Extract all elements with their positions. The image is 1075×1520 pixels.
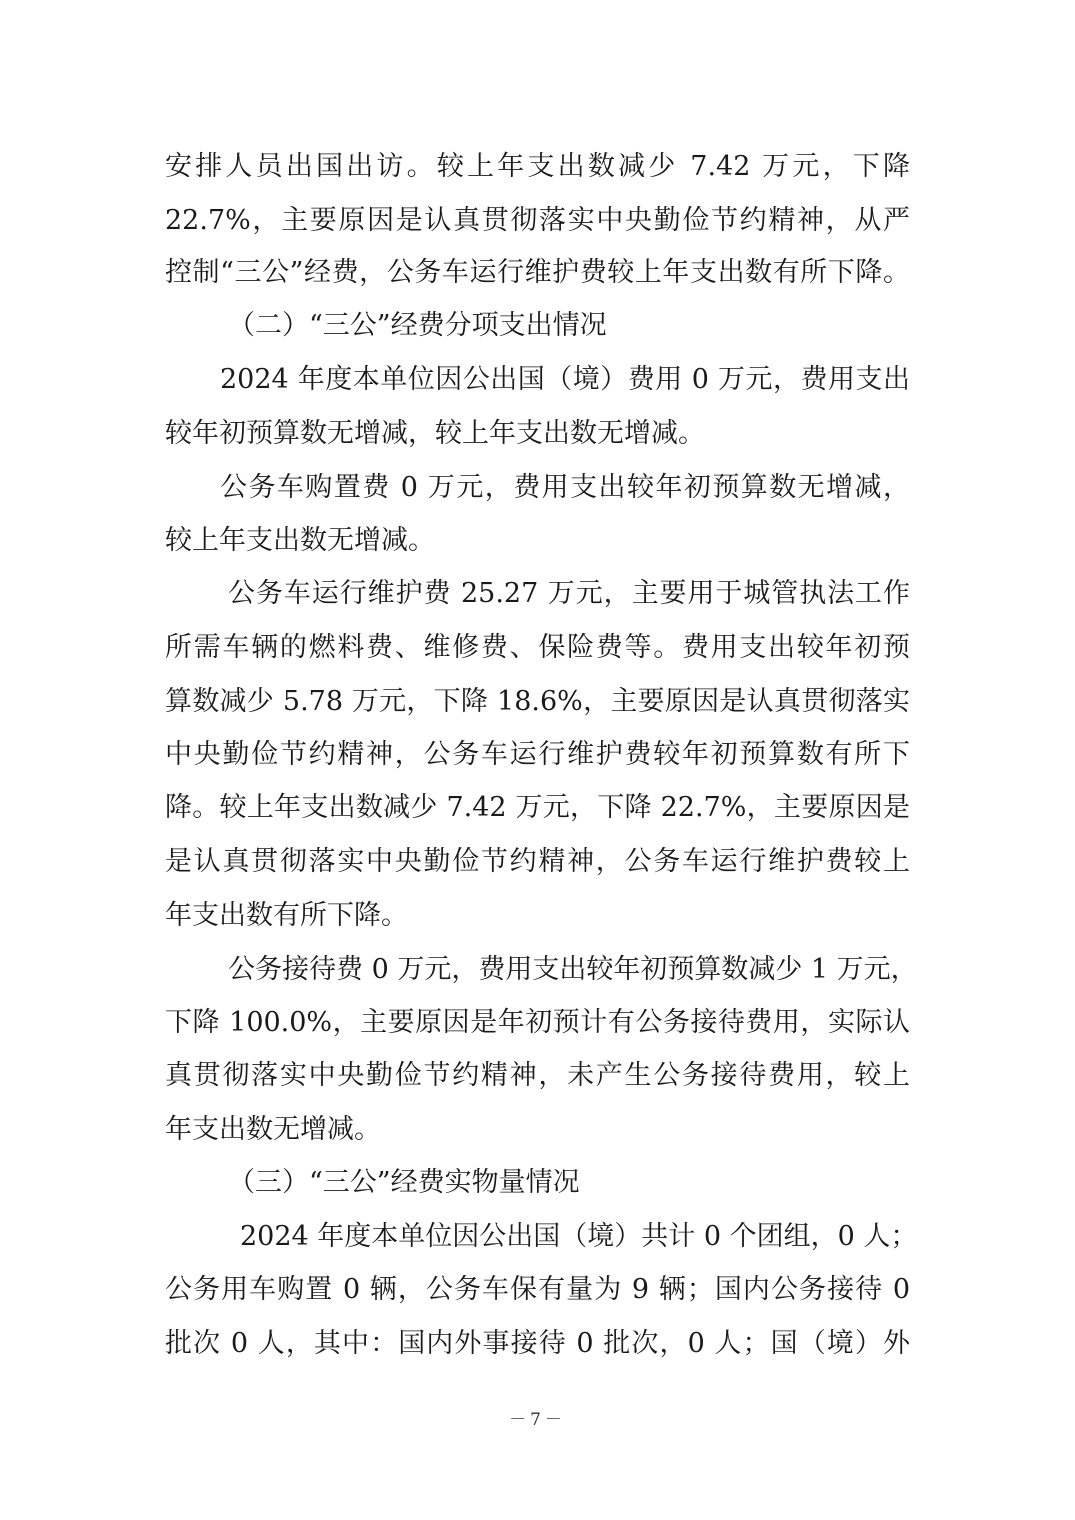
body-text-line: 22.7%，主要原因是认真贯彻落实中央勤俭节约精神，从严 (165, 205, 910, 236)
body-text-line: 算数减少 5.78 万元，下降 18.6%，主要原因是认真贯彻落实 (165, 686, 910, 717)
body-text-line: 公务车购置费 0 万元，费用支出较年初预算数无增减， (220, 472, 910, 503)
body-text-line: 所需车辆的燃料费、维修费、保险费等。费用支出较年初预 (165, 632, 910, 663)
body-text-line: 公务用车购置 0 辆，公务车保有量为 9 辆；国内公务接待 0 (165, 1274, 910, 1305)
body-text-line: 2024 年度本单位因公出国（境）费用 0 万元，费用支出 (220, 364, 910, 395)
body-text-line: 下降 100.0%，主要原因是年初预计有公务接待费用，实际认 (165, 1007, 910, 1038)
section-heading: （二）“三公”经费分项支出情况 (228, 310, 607, 341)
body-text-line: 年支出数无增减。 (165, 1114, 381, 1145)
body-text-line: 是认真贯彻落实中央勤俭节约精神，公务车运行维护费较上 (165, 846, 910, 877)
section-heading: （三）“三公”经费实物量情况 (228, 1167, 580, 1198)
body-text-line: 2024 年度本单位因公出国（境）共计 0 个团组，0 人； (240, 1221, 918, 1252)
body-text-line: 较年初预算数无增减，较上年支出数无增减。 (165, 418, 705, 449)
body-text-line: 较上年支出数无增减。 (165, 525, 435, 556)
body-text-line: 批次 0 人，其中：国内外事接待 0 批次，0 人；国（境）外 (165, 1328, 910, 1359)
body-text-line: 降。较上年支出数减少 7.42 万元，下降 22.7%，主要原因是 (165, 792, 910, 823)
body-text-line: 公务接待费 0 万元，费用支出较年初预算数减少 1 万元， (228, 954, 918, 985)
body-text-line: 年支出数有所下降。 (165, 900, 408, 931)
body-text-line: 控制“三公”经费，公务车运行维护费较上年支出数有所下降。 (165, 257, 910, 288)
body-text-line: 公务车运行维护费 25.27 万元，主要用于城管执法工作 (228, 578, 910, 609)
body-text-line: 安排人员出国出访。较上年支出数减少 7.42 万元，下降 (165, 151, 910, 182)
body-text-line: 真贯彻落实中央勤俭节约精神，未产生公务接待费用，较上 (165, 1060, 910, 1091)
page-number: －7－ (509, 1410, 566, 1430)
body-text-line: 中央勤俭节约精神，公务车运行维护费较年初预算数有所下 (165, 739, 910, 770)
